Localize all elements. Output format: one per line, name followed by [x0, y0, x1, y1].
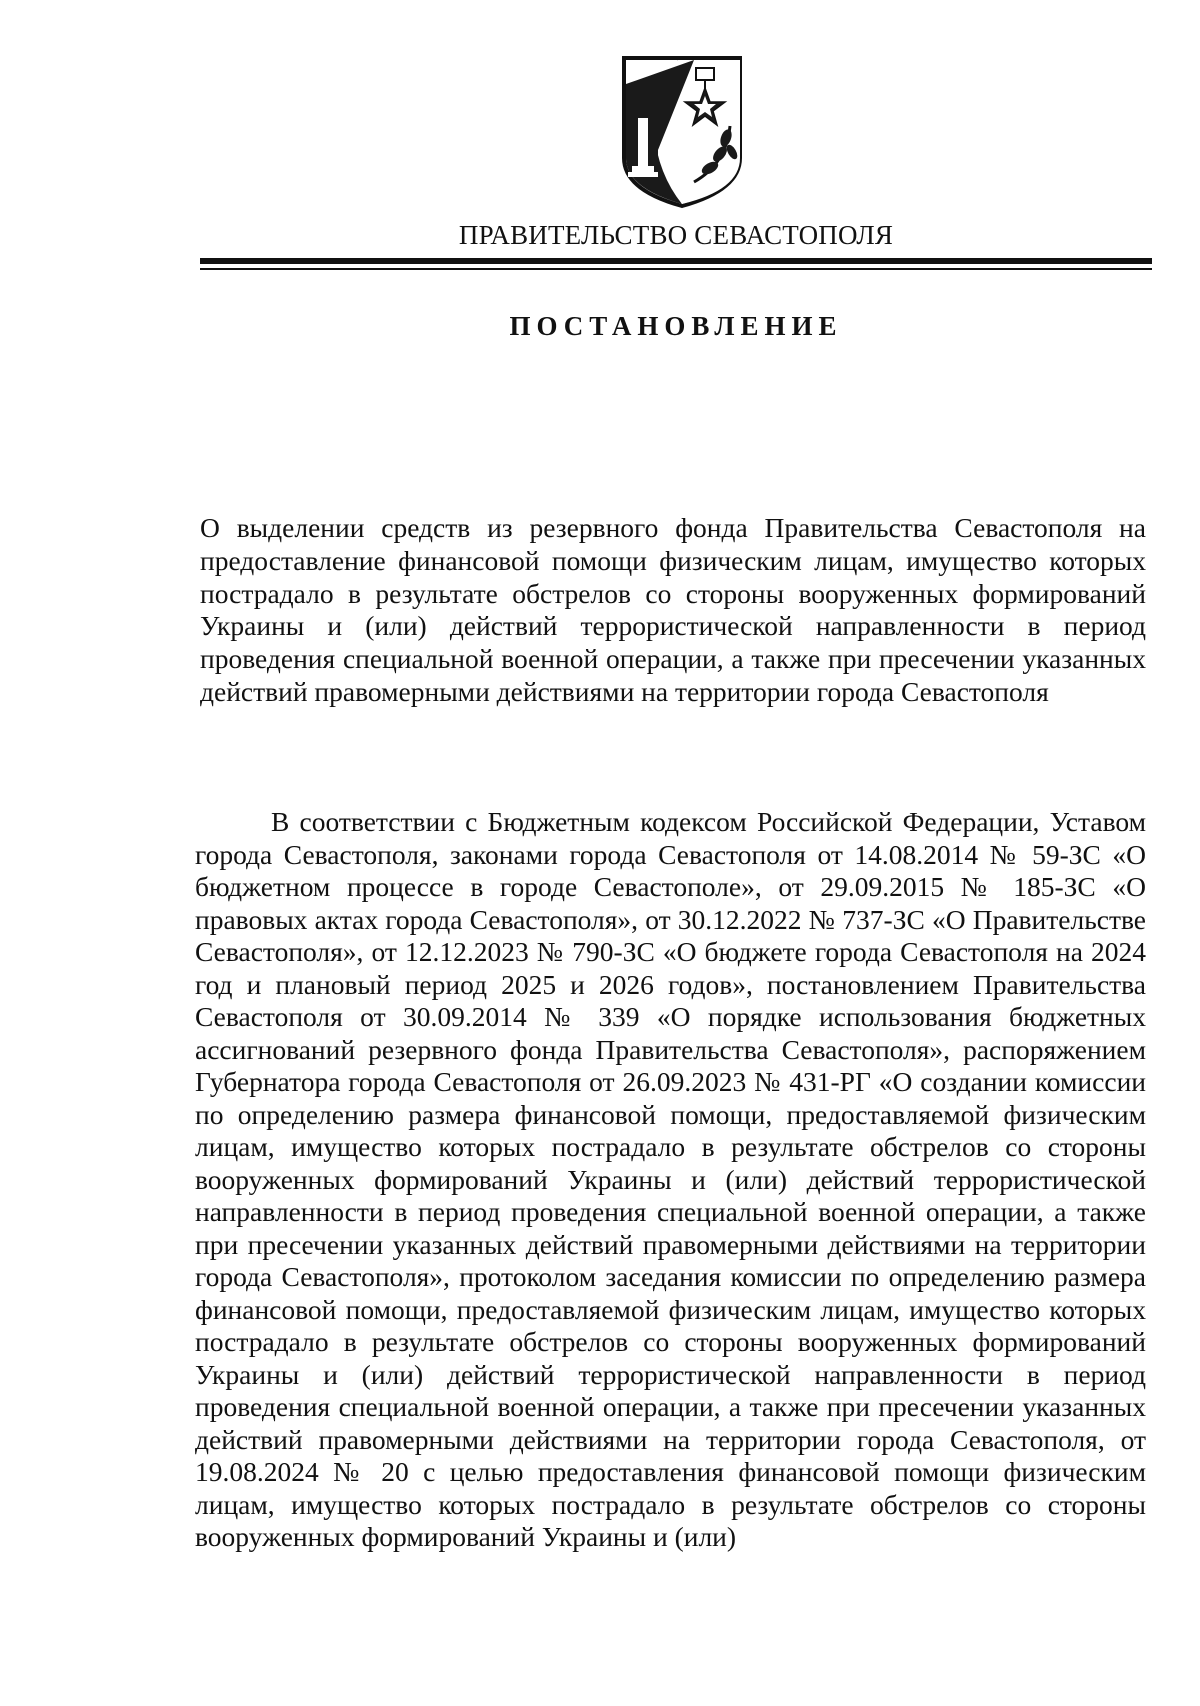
sevastopol-coat-of-arms-icon — [618, 54, 746, 210]
government-name: ПРАВИТЕЛЬСТВО СЕВАСТОПОЛЯ — [458, 220, 894, 250]
body-paragraph: В соответствии с Бюджетным кодексом Российской Федерации, Уставом города Севастополя, законами города Севастополя от 14.08.2014 № 59-ЗС «О бюджетном процессе в городе Севастополе», от 29.09.2015 № 185-ЗС «О правовых актах города Севастополя», от 30.12.2022 № 737-ЗС «О Правительстве Севастополя», от 12.12.2023 № 790-ЗС «О бюджете города Севастополя на 2024 год и плановый период 2025 и 2026 годов», постановлением Правительства Севастополя от 30.09.2014 № 339 «О порядке использования бюджетных ассигнований резервного фонда Правительства Севастополя», распоряжением Губернатора города Севастополя от 26.09.2023 № 431-РГ «О создании комиссии по определению размера финансовой помощи, предоставляемой физическим лицам, имущество которых пострадало в результате обстрелов со стороны вооруженных формирований Украины и (или) действий террористической направленности в период проведения специальной военной операции, а также при пресечении указанных действий правомерными действиями на территории города Севастополя», протоколом заседания комиссии по определению размера финансовой помощи, предоставляемой физическим лицам, имущество которых пострадало в результате обстрелов со стороны вооруженных формирований Украины и (или) действий террористической направленности в период проведения специальной военной операции, а также при пресечении указанных действий правомерными действиями на территории города Севастополя, от 19.08.2024 № 20 с целью предоставления финансовой помощи физическим лицам, имущество которых пострадало в результате обстрелов со стороны вооруженных формирований Украины и (или) — [195, 806, 1146, 1552]
document-subject: О выделении средств из резервного фонда Правительства Севастополя на предоставление финансовой помощи физическим лицам, имущество которых пострадало в результате обстрелов со стороны вооруженных формирований Украины и (или) действий террористической направленности в период проведения специальной военной операции, а также при пресечении указанных действий правомерными действиями на территории города Севастополя — [200, 512, 1146, 707]
header-divider-thick — [200, 258, 1152, 264]
header-divider-thin — [200, 268, 1152, 270]
document-type-title: ПОСТАНОВЛЕНИЕ — [509, 311, 843, 341]
